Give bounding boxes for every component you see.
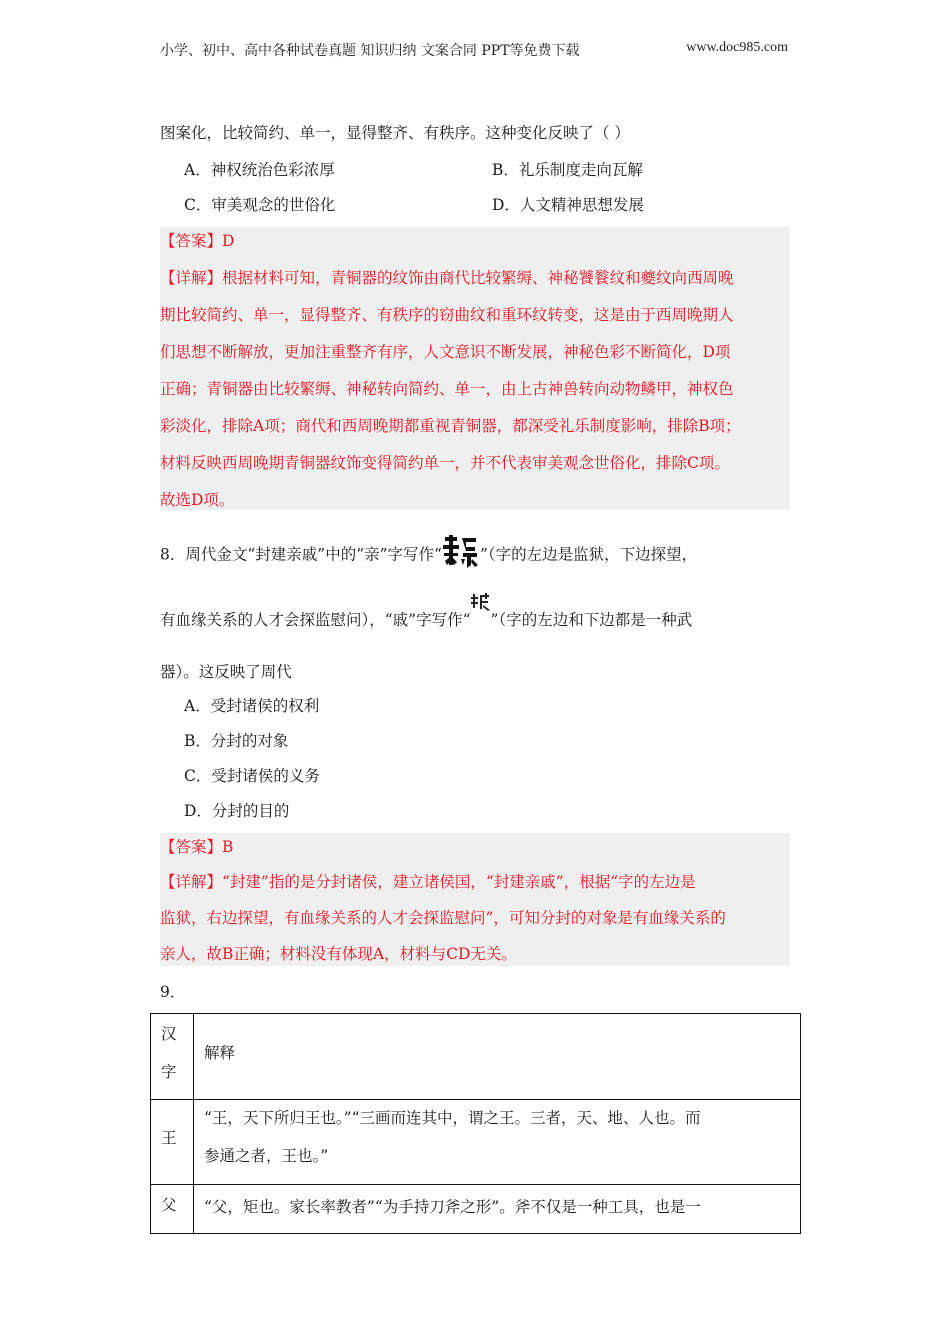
q7-option-d: D．人文精神思想发展 — [492, 196, 644, 214]
q8-answer: 【答案】B — [160, 838, 234, 856]
q8-stem-line-1 — [160, 535, 697, 576]
q9-table — [150, 1013, 801, 1234]
table-row — [151, 1185, 801, 1234]
table-cell-explain — [194, 1185, 801, 1234]
header-explain: 解释 — [204, 1044, 236, 1062]
header-site-url: www.doc985.com — [686, 40, 788, 55]
q7-option-b: B．礼乐制度走向瓦解 — [492, 161, 643, 179]
table-header-cell-explain — [194, 1014, 801, 1100]
table-cell-char — [151, 1185, 194, 1234]
q8-stem-2b: ”（字的左边和下边都是一种武 — [490, 611, 693, 629]
q8-stem-1b: ”（字的左边是监狱，下边探望， — [479, 545, 698, 564]
q7-analysis-line-1: 【详解】根据材料可知，青铜器的纹饰由商代比较繁缛、神秘饕餮纹和夔纹向西周晚 — [160, 269, 734, 287]
q8-analysis-line-1: 【详解】“封建”指的是分封诸侯，建立诸侯国，“封建亲戚”，根据“字的左边是 — [160, 873, 696, 891]
header-left-text: 小学、初中、高中各种试卷真题 知识归纳 文案合同 PPT等免费下载 — [160, 43, 580, 59]
q7-option-c: C．审美观念的世俗化 — [184, 196, 336, 214]
q8-analysis-line-3: 亲人，故B正确；材料没有体现A，材料与CD无关。 — [160, 945, 517, 963]
q7-analysis-line-4: 正确；青铜器由比较繁缛、神秘转向简约、单一，由上古神兽转向动物鳞甲，神权色 — [160, 380, 734, 398]
page-header — [160, 40, 800, 62]
q8-option-d: D．分封的目的 — [184, 802, 290, 820]
q7-analysis-line-6: 材料反映西周晚期青铜器纹饰变得简约单一，并不代表审美观念世俗化，排除C项。 — [160, 454, 730, 472]
bronze-qi-character-image — [471, 593, 491, 618]
q7-option-a: A．神权统治色彩浓厚 — [184, 161, 335, 179]
q7-answer-block — [160, 227, 790, 510]
row-explain-line: “父，矩也。家长率教者”“为手持刀斧之形”。斧不仅是一种工具，也是一 — [204, 1198, 701, 1216]
table-cell-char — [151, 1100, 194, 1185]
q7-analysis-line-3: 们思想不断解放，更加注重整齐有序，人文意识不断发展，神秘色彩不断简化，D项 — [160, 343, 731, 361]
q8-analysis-line-2: 监狱，右边探望，有血缘关系的人才会探监慰问”，可知分封的对象是有血缘关系的 — [160, 909, 726, 927]
q8-stem-2a: 有血缘关系的人才会探监慰问），“戚”字写作“ — [160, 611, 471, 629]
q9-number: 9． — [160, 983, 186, 1001]
q7-analysis-line-2: 期比较简约、单一，显得整齐、有秩序的窃曲纹和重环纹转变，这是由于西周晚期人 — [160, 306, 734, 324]
q8-option-a: A．受封诸侯的权利 — [184, 697, 320, 715]
row-explain-line: 参通之者，王也。” — [204, 1147, 329, 1165]
bronze-qin-character-image — [442, 535, 480, 576]
table-header-cell-char — [151, 1014, 194, 1100]
q8-stem-line-2 — [160, 608, 692, 634]
q8-stem-line-3: 器）。这反映了周代 — [160, 663, 292, 681]
q7-analysis-line-5: 彩淡化，排除A项；商代和西周晚期都重视青铜器，都深受礼乐制度影响，排除B项； — [160, 417, 741, 435]
table-cell-explain — [194, 1100, 801, 1185]
q8-stem-1a: 8．周代金文“封建亲戚”中的“亲”字写作“ — [160, 545, 442, 564]
q7-stem-tail: 图案化，比较简约、单一，显得整齐、有秩序。这种变化反映了（ ） — [160, 124, 630, 142]
q8-answer-block — [160, 833, 790, 966]
row-char-fu: 父 — [161, 1196, 177, 1214]
q8-option-b: B．分封的对象 — [184, 732, 289, 750]
q7-answer: 【答案】D — [160, 232, 235, 250]
q8-option-c: C．受封诸侯的义务 — [184, 767, 320, 785]
table-row — [151, 1100, 801, 1185]
header-char-line-2: 字 — [161, 1063, 177, 1081]
q7-analysis-line-7: 故选D项。 — [160, 491, 235, 509]
row-explain-line: “王，天下所归王也。”“三画而连其中，谓之王。三者，天、地、人也。而 — [204, 1109, 701, 1127]
header-char-line-1: 汉 — [161, 1025, 177, 1043]
row-char-wang: 王 — [161, 1129, 177, 1147]
table-header-row — [151, 1014, 801, 1100]
